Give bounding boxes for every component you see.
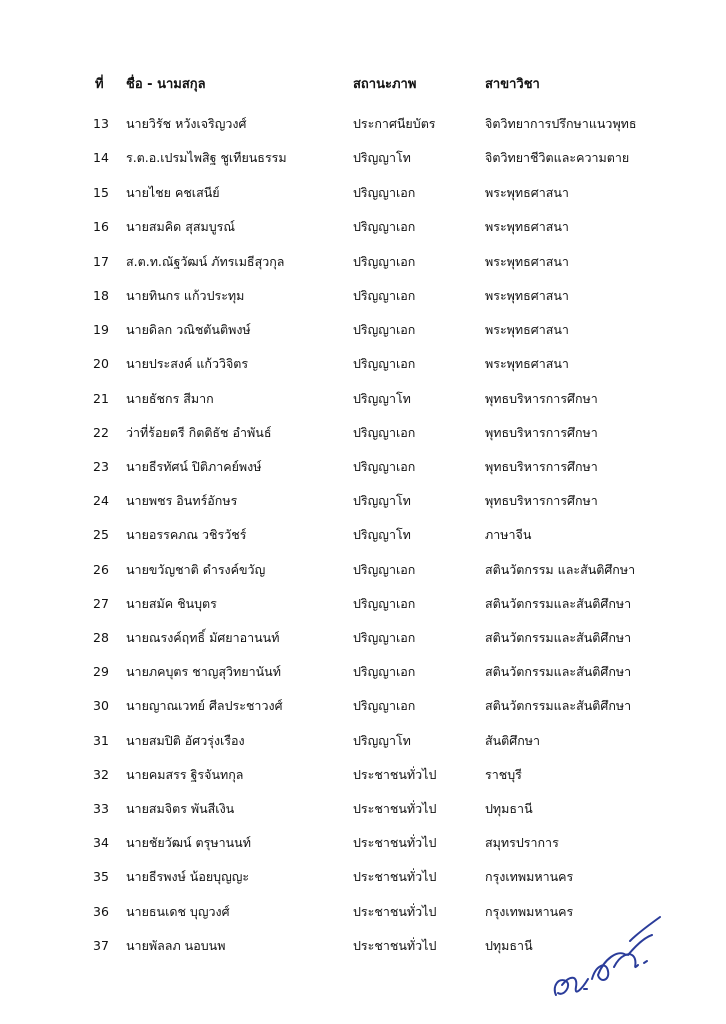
row-major: สันติศึกษา [485, 733, 541, 748]
row-status: ปริญญาโท [353, 391, 411, 406]
row-number: 19 [93, 322, 109, 337]
row-number: 17 [93, 254, 109, 269]
table-row [0, 695, 726, 717]
row-name: นายประสงค์ แก้ววิจิตร [126, 356, 249, 371]
table-row [0, 798, 726, 820]
row-name: นายไชย คชเสนีย์ [126, 185, 220, 200]
row-major: สตินวัตกรรม และสันติศึกษา [485, 562, 636, 577]
row-name: นายวิรัช หวังเจริญวงศ์ [126, 116, 247, 131]
table-row [0, 285, 726, 307]
table-row [0, 319, 726, 341]
table-row [0, 422, 726, 444]
header-no: ที่ [95, 77, 104, 92]
table-row [0, 593, 726, 615]
row-name: นายธัชกร สีมาก [126, 391, 214, 406]
row-major: กรุงเทพมหานคร [485, 869, 574, 884]
row-name: นายสมจิตร พันสีเงิน [126, 801, 235, 816]
table-row [0, 524, 726, 546]
row-major: สมุทรปราการ [485, 835, 559, 850]
row-name: นายพชร อินทร์อักษร [126, 493, 238, 508]
row-major: พุทธบริหารการศึกษา [485, 459, 598, 474]
row-number: 24 [93, 493, 109, 508]
row-status: ปริญญาเอก [353, 664, 416, 679]
row-name: นายธีรทัศน์ ปิติภาคย์พงษ์ [126, 459, 262, 474]
row-status: ปริญญาโท [353, 150, 411, 165]
table-row [0, 832, 726, 854]
row-major: พระพุทธศาสนา [485, 356, 569, 371]
row-name: ว่าที่ร้อยตรี กิตติธัช อำพันธ์ [126, 425, 272, 440]
row-major: สตินวัตกรรมและสันติศึกษา [485, 630, 632, 645]
header-status: สถานะภาพ [353, 77, 417, 92]
row-status: ประชาชนทั่วไป [353, 869, 437, 884]
row-name: นายสมัค ชินบุตร [126, 596, 217, 611]
row-number: 14 [93, 150, 109, 165]
table-row [0, 216, 726, 238]
row-status: ประกาศนียบัตร [353, 116, 436, 131]
row-number: 18 [93, 288, 109, 303]
row-status: ปริญญาเอก [353, 562, 416, 577]
row-major: จิตวิทยาการปรึกษาแนวพุทธ [485, 116, 637, 131]
row-number: 22 [93, 425, 109, 440]
row-number: 16 [93, 219, 109, 234]
table-row [0, 388, 726, 410]
table-row [0, 661, 726, 683]
row-name: นายคมสรร ฐิรจันทกุล [126, 767, 244, 782]
row-number: 37 [93, 938, 109, 953]
row-name: นายธีรพงษ์ น้อยบุญญะ [126, 869, 250, 884]
row-number: 13 [93, 116, 109, 131]
row-number: 35 [93, 869, 109, 884]
row-major: สตินวัตกรรมและสันติศึกษา [485, 698, 632, 713]
row-name: ส.ต.ท.ณัฐวัฒน์ ภัทรเมธีสุวกุล [126, 254, 285, 269]
row-status: ปริญญาเอก [353, 185, 416, 200]
table-row [0, 764, 726, 786]
row-status: ปริญญาโท [353, 527, 411, 542]
table-row [0, 730, 726, 752]
row-status: ปริญญาเอก [353, 322, 416, 337]
row-status: ปริญญาเอก [353, 596, 416, 611]
row-name: นายภคบุตร ชาญสุวิทยานันท์ [126, 664, 281, 679]
row-status: ประชาชนทั่วไป [353, 904, 437, 919]
row-name: ร.ต.อ.เปรมไพสิฐ ชูเทียนธรรม [126, 150, 287, 165]
row-number: 20 [93, 356, 109, 371]
table-row [0, 456, 726, 478]
row-major: พุทธบริหารการศึกษา [485, 425, 598, 440]
table-row [0, 353, 726, 375]
table-header [0, 74, 726, 96]
row-number: 15 [93, 185, 109, 200]
row-number: 29 [93, 664, 109, 679]
row-status: ปริญญาโท [353, 493, 411, 508]
table-row [0, 182, 726, 204]
row-major: ราชบุรี [485, 767, 522, 782]
row-name: นายขวัญชาติ ดำรงค์ขวัญ [126, 562, 266, 577]
row-major: กรุงเทพมหานคร [485, 904, 574, 919]
row-major: ภาษาจีน [485, 527, 532, 542]
row-name: นายสมคิด สุสมบูรณ์ [126, 219, 235, 234]
table-row [0, 559, 726, 581]
row-name: นายณรงค์ฤทธิ์ มัศยาอานนท์ [126, 630, 280, 645]
row-number: 21 [93, 391, 109, 406]
row-major: ปทุมธานี [485, 801, 533, 816]
row-status: ปริญญาโท [353, 733, 411, 748]
row-status: ประชาชนทั่วไป [353, 938, 437, 953]
handwritten-signature [548, 905, 668, 1010]
row-major: พุทธบริหารการศึกษา [485, 391, 598, 406]
row-status: ประชาชนทั่วไป [353, 835, 437, 850]
row-name: นายดิลก วณิชตันติพงษ์ [126, 322, 251, 337]
header-name: ชื่อ - นามสกุล [126, 77, 206, 92]
row-number: 25 [93, 527, 109, 542]
row-major: สตินวัตกรรมและสันติศึกษา [485, 596, 632, 611]
row-major: พระพุทธศาสนา [485, 322, 569, 337]
row-status: ประชาชนทั่วไป [353, 767, 437, 782]
row-status: ปริญญาเอก [353, 630, 416, 645]
row-number: 33 [93, 801, 109, 816]
row-status: ปริญญาเอก [353, 425, 416, 440]
row-status: ปริญญาเอก [353, 698, 416, 713]
row-major: สตินวัตกรรมและสันติศึกษา [485, 664, 632, 679]
table-row [0, 490, 726, 512]
row-name: นายญาณเวทย์ ศีลประชาวงศ์ [126, 698, 283, 713]
row-major: พระพุทธศาสนา [485, 219, 569, 234]
row-major: พระพุทธศาสนา [485, 185, 569, 200]
row-name: นายทินกร แก้วประทุม [126, 288, 245, 303]
row-number: 32 [93, 767, 109, 782]
row-major: พระพุทธศาสนา [485, 288, 569, 303]
row-number: 28 [93, 630, 109, 645]
row-name: นายพัลลภ นอบนพ [126, 938, 226, 953]
row-major: พุทธบริหารการศึกษา [485, 493, 598, 508]
row-number: 23 [93, 459, 109, 474]
table-row [0, 627, 726, 649]
row-name: นายชัยวัฒน์ ตรุษานนท์ [126, 835, 251, 850]
table-row [0, 866, 726, 888]
row-number: 34 [93, 835, 109, 850]
row-number: 36 [93, 904, 109, 919]
table-row [0, 251, 726, 273]
table-row [0, 147, 726, 169]
row-number: 31 [93, 733, 109, 748]
row-major: พระพุทธศาสนา [485, 254, 569, 269]
row-status: ปริญญาเอก [353, 254, 416, 269]
header-major: สาขาวิชา [485, 77, 540, 92]
row-status: ปริญญาเอก [353, 288, 416, 303]
row-number: 27 [93, 596, 109, 611]
row-major: ปทุมธานี [485, 938, 533, 953]
row-status: ประชาชนทั่วไป [353, 801, 437, 816]
row-name: นายธนเดช บุญวงศ์ [126, 904, 230, 919]
row-status: ปริญญาเอก [353, 356, 416, 371]
row-major: จิตวิทยาชีวิตและความตาย [485, 150, 630, 165]
row-status: ปริญญาเอก [353, 219, 416, 234]
row-status: ปริญญาเอก [353, 459, 416, 474]
row-number: 26 [93, 562, 109, 577]
row-number: 30 [93, 698, 109, 713]
row-name: นายสมปิติ อัศวรุ่งเรือง [126, 733, 245, 748]
table-row [0, 113, 726, 135]
row-name: นายอรรคภณ วชิรวัชร์ [126, 527, 247, 542]
